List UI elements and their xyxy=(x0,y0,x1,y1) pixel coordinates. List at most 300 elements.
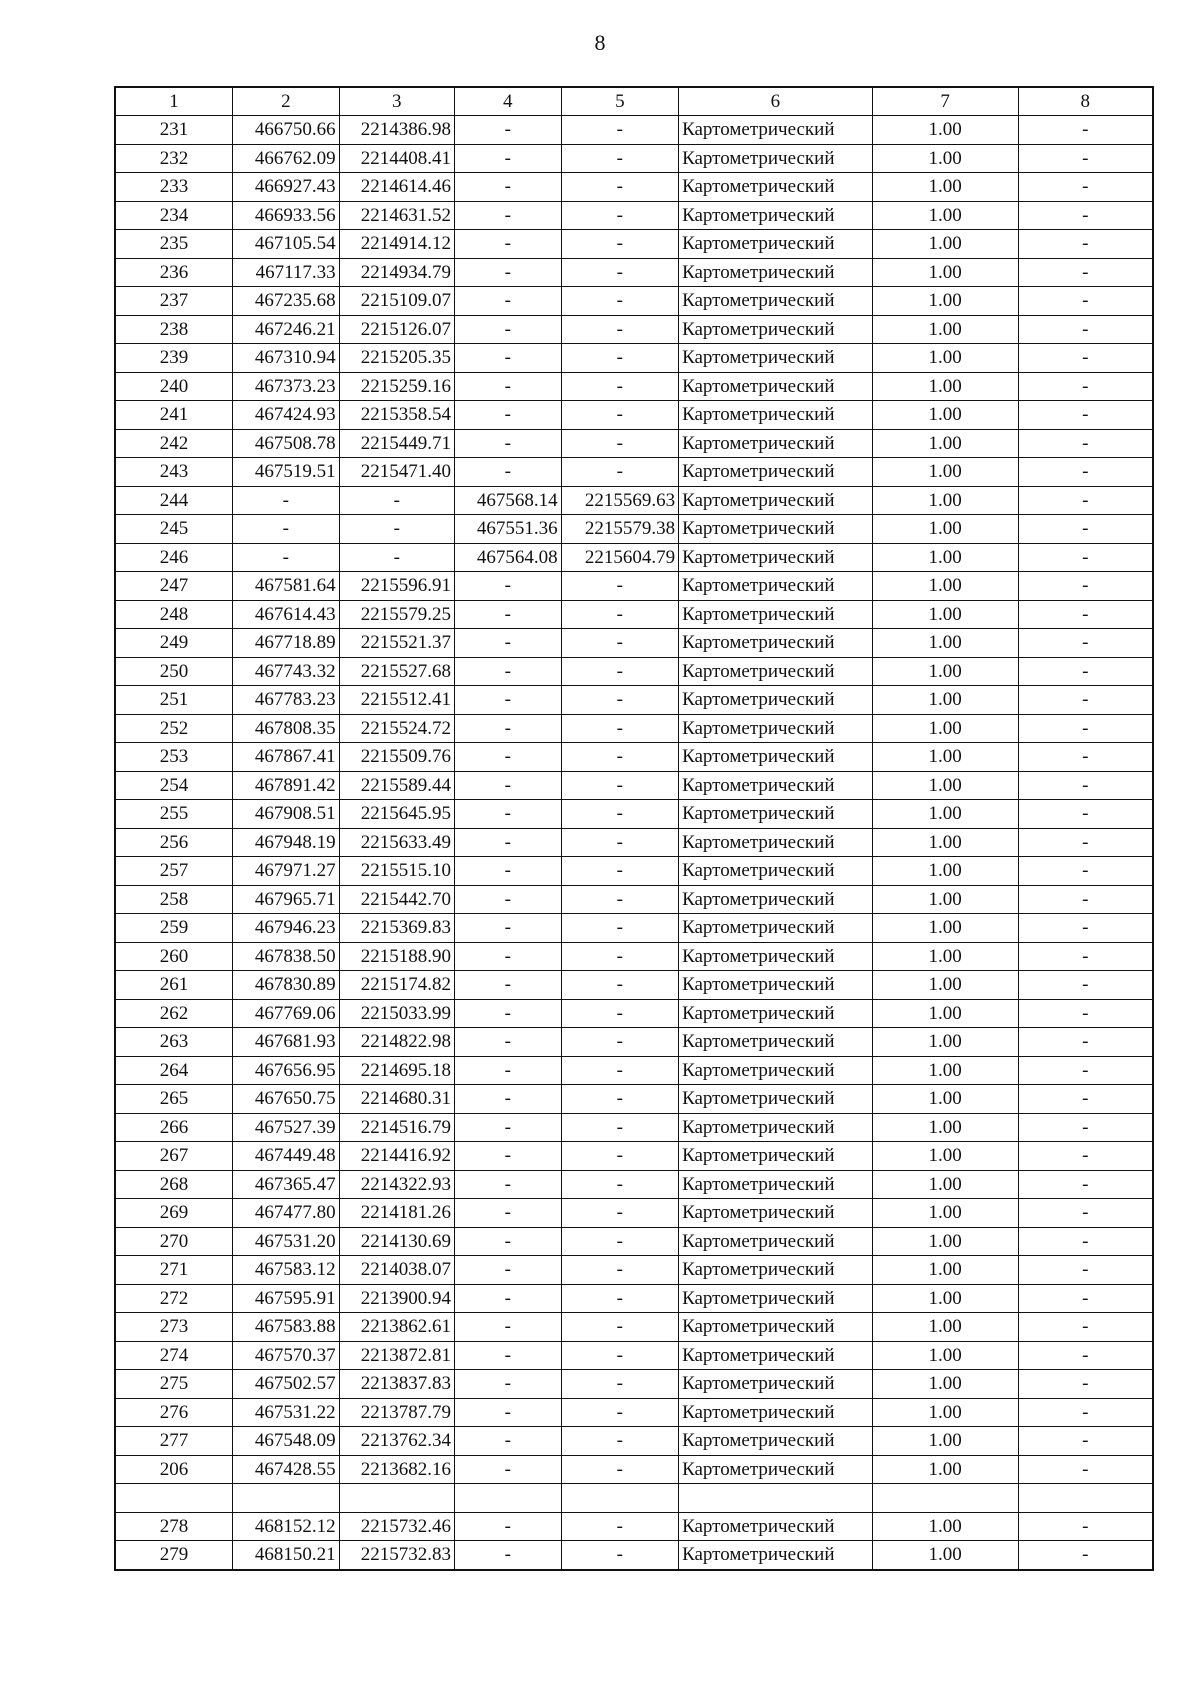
precision-cell: 1.00 xyxy=(872,828,1018,857)
y-coordinate-cell: 2215509.76 xyxy=(339,743,454,772)
table-row xyxy=(115,1341,1153,1370)
table-row xyxy=(115,1541,1153,1570)
x-new-coordinate-cell: - xyxy=(454,657,561,686)
description-cell: - xyxy=(1018,1370,1153,1399)
method-cell: Картометрический xyxy=(679,372,873,401)
y-new-coordinate-cell: - xyxy=(561,828,679,857)
y-coordinate-cell: 2214631.52 xyxy=(339,201,454,230)
table-row xyxy=(115,486,1153,515)
x-coordinate-cell: 467743.32 xyxy=(233,657,340,686)
x-coordinate-cell: 467867.41 xyxy=(233,743,340,772)
y-coordinate-cell: 2214680.31 xyxy=(339,1085,454,1114)
x-new-coordinate-cell: - xyxy=(454,600,561,629)
table-row xyxy=(115,629,1153,658)
method-cell: Картометрический xyxy=(679,173,873,202)
description-cell: - xyxy=(1018,116,1153,145)
header-row xyxy=(115,87,1153,116)
x-coordinate-cell xyxy=(233,1484,340,1513)
description-cell: - xyxy=(1018,1541,1153,1570)
x-coordinate-cell: 467235.68 xyxy=(233,287,340,316)
y-new-coordinate-cell: - xyxy=(561,201,679,230)
table-row xyxy=(115,743,1153,772)
method-cell: Картометрический xyxy=(679,258,873,287)
y-new-coordinate-cell: - xyxy=(561,429,679,458)
x-new-coordinate-cell: 467564.08 xyxy=(454,543,561,572)
table-row xyxy=(115,1370,1153,1399)
y-new-coordinate-cell: - xyxy=(561,1227,679,1256)
x-coordinate-cell: 467117.33 xyxy=(233,258,340,287)
method-cell: Картометрический xyxy=(679,629,873,658)
y-coordinate-cell: 2215369.83 xyxy=(339,914,454,943)
x-coordinate-cell: 467681.93 xyxy=(233,1028,340,1057)
description-cell: - xyxy=(1018,971,1153,1000)
x-new-coordinate-cell: - xyxy=(454,144,561,173)
precision-cell: 1.00 xyxy=(872,1370,1018,1399)
x-new-coordinate-cell: - xyxy=(454,999,561,1028)
y-coordinate-cell: 2215527.68 xyxy=(339,657,454,686)
point-number-cell: 239 xyxy=(115,344,233,373)
y-coordinate-cell: 2215109.07 xyxy=(339,287,454,316)
precision-cell: 1.00 xyxy=(872,1541,1018,1570)
description-cell: - xyxy=(1018,999,1153,1028)
table-row xyxy=(115,543,1153,572)
x-coordinate-cell: 467891.42 xyxy=(233,771,340,800)
method-cell: Картометрический xyxy=(679,999,873,1028)
precision-cell: 1.00 xyxy=(872,1227,1018,1256)
x-new-coordinate-cell: - xyxy=(454,914,561,943)
table-row xyxy=(115,1256,1153,1285)
precision-cell: 1.00 xyxy=(872,173,1018,202)
point-number-cell: 236 xyxy=(115,258,233,287)
x-coordinate-cell: 467595.91 xyxy=(233,1284,340,1313)
y-coordinate-cell: 2214516.79 xyxy=(339,1113,454,1142)
description-cell: - xyxy=(1018,1455,1153,1484)
x-coordinate-cell: 467965.71 xyxy=(233,885,340,914)
y-coordinate-cell: 2213762.34 xyxy=(339,1427,454,1456)
precision-cell: 1.00 xyxy=(872,201,1018,230)
x-new-coordinate-cell: - xyxy=(454,344,561,373)
y-new-coordinate-cell: - xyxy=(561,116,679,145)
point-number-cell: 269 xyxy=(115,1199,233,1228)
y-new-coordinate-cell: 2215604.79 xyxy=(561,543,679,572)
precision-cell: 1.00 xyxy=(872,771,1018,800)
description-cell: - xyxy=(1018,828,1153,857)
y-coordinate-cell: 2214934.79 xyxy=(339,258,454,287)
precision-cell: 1.00 xyxy=(872,287,1018,316)
precision-cell: 1.00 xyxy=(872,914,1018,943)
y-new-coordinate-cell: - xyxy=(561,1427,679,1456)
point-number-cell: 271 xyxy=(115,1256,233,1285)
description-cell: - xyxy=(1018,1341,1153,1370)
x-coordinate-cell: 467583.12 xyxy=(233,1256,340,1285)
table-row xyxy=(115,828,1153,857)
description-cell: - xyxy=(1018,515,1153,544)
x-coordinate-cell: 467519.51 xyxy=(233,458,340,487)
point-number-cell: 273 xyxy=(115,1313,233,1342)
x-coordinate-cell: 467365.47 xyxy=(233,1170,340,1199)
description-cell: - xyxy=(1018,1512,1153,1541)
y-new-coordinate-cell: - xyxy=(561,1028,679,1057)
x-new-coordinate-cell: - xyxy=(454,1256,561,1285)
point-number-cell: 234 xyxy=(115,201,233,230)
point-number-cell: 245 xyxy=(115,515,233,544)
y-new-coordinate-cell: 2215569.63 xyxy=(561,486,679,515)
point-number-cell: 240 xyxy=(115,372,233,401)
y-coordinate-cell: 2215732.46 xyxy=(339,1512,454,1541)
x-new-coordinate-cell: - xyxy=(454,1341,561,1370)
column-header-8: 8 xyxy=(1018,87,1153,116)
method-cell: Картометрический xyxy=(679,857,873,886)
column-header-1: 1 xyxy=(115,87,233,116)
precision-cell: 1.00 xyxy=(872,1284,1018,1313)
precision-cell: 1.00 xyxy=(872,1028,1018,1057)
table-row xyxy=(115,1284,1153,1313)
x-coordinate-cell: 467310.94 xyxy=(233,344,340,373)
precision-cell: 1.00 xyxy=(872,144,1018,173)
table-row xyxy=(115,771,1153,800)
method-cell: Картометрический xyxy=(679,1199,873,1228)
x-new-coordinate-cell: - xyxy=(454,743,561,772)
y-new-coordinate-cell: - xyxy=(561,885,679,914)
point-number-cell: 258 xyxy=(115,885,233,914)
y-coordinate-cell: 2215471.40 xyxy=(339,458,454,487)
x-coordinate-cell: 467946.23 xyxy=(233,914,340,943)
y-new-coordinate-cell: - xyxy=(561,1512,679,1541)
precision-cell: 1.00 xyxy=(872,572,1018,601)
method-cell: Картометрический xyxy=(679,1028,873,1057)
y-coordinate-cell: 2214822.98 xyxy=(339,1028,454,1057)
y-coordinate-cell: - xyxy=(339,515,454,544)
y-coordinate-cell: 2214416.92 xyxy=(339,1142,454,1171)
method-cell: Картометрический xyxy=(679,1227,873,1256)
method-cell: Картометрический xyxy=(679,543,873,572)
x-coordinate-cell: 467105.54 xyxy=(233,230,340,259)
y-coordinate-cell: 2215524.72 xyxy=(339,714,454,743)
method-cell: Картометрический xyxy=(679,344,873,373)
precision-cell: 1.00 xyxy=(872,429,1018,458)
y-coordinate-cell: 2215259.16 xyxy=(339,372,454,401)
description-cell: - xyxy=(1018,629,1153,658)
y-new-coordinate-cell: - xyxy=(561,1341,679,1370)
method-cell: Картометрический xyxy=(679,1142,873,1171)
table-row xyxy=(115,1113,1153,1142)
y-new-coordinate-cell: - xyxy=(561,1056,679,1085)
y-new-coordinate-cell: - xyxy=(561,1199,679,1228)
point-number-cell: 257 xyxy=(115,857,233,886)
x-new-coordinate-cell: - xyxy=(454,1512,561,1541)
y-coordinate-cell: 2215645.95 xyxy=(339,800,454,829)
method-cell: Картометрический xyxy=(679,1256,873,1285)
y-new-coordinate-cell: - xyxy=(561,800,679,829)
x-new-coordinate-cell: - xyxy=(454,258,561,287)
point-number-cell: 237 xyxy=(115,287,233,316)
precision-cell: 1.00 xyxy=(872,1170,1018,1199)
x-new-coordinate-cell xyxy=(454,1484,561,1513)
point-number-cell: 274 xyxy=(115,1341,233,1370)
x-new-coordinate-cell: - xyxy=(454,800,561,829)
precision-cell: 1.00 xyxy=(872,1313,1018,1342)
precision-cell: 1.00 xyxy=(872,315,1018,344)
x-coordinate-cell: - xyxy=(233,486,340,515)
y-coordinate-cell: 2215512.41 xyxy=(339,686,454,715)
point-number-cell: 247 xyxy=(115,572,233,601)
table-row xyxy=(115,344,1153,373)
precision-cell: 1.00 xyxy=(872,458,1018,487)
x-new-coordinate-cell: - xyxy=(454,1370,561,1399)
point-number-cell: 251 xyxy=(115,686,233,715)
precision-cell: 1.00 xyxy=(872,515,1018,544)
y-coordinate-cell: 2214322.93 xyxy=(339,1170,454,1199)
x-coordinate-cell: 467830.89 xyxy=(233,971,340,1000)
x-coordinate-cell: 467428.55 xyxy=(233,1455,340,1484)
table-row xyxy=(115,1056,1153,1085)
y-coordinate-cell: 2213862.61 xyxy=(339,1313,454,1342)
y-coordinate-cell: 2215449.71 xyxy=(339,429,454,458)
y-new-coordinate-cell: - xyxy=(561,743,679,772)
point-number-cell: 238 xyxy=(115,315,233,344)
y-coordinate-cell: - xyxy=(339,486,454,515)
precision-cell: 1.00 xyxy=(872,1341,1018,1370)
y-coordinate-cell: 2215126.07 xyxy=(339,315,454,344)
y-coordinate-cell: 2213837.83 xyxy=(339,1370,454,1399)
y-coordinate-cell: 2215174.82 xyxy=(339,971,454,1000)
y-new-coordinate-cell: - xyxy=(561,771,679,800)
description-cell: - xyxy=(1018,173,1153,202)
point-number-cell: 248 xyxy=(115,600,233,629)
method-cell: Картометрический xyxy=(679,743,873,772)
x-new-coordinate-cell: - xyxy=(454,1284,561,1313)
x-new-coordinate-cell: - xyxy=(454,1541,561,1570)
x-coordinate-cell: 467808.35 xyxy=(233,714,340,743)
point-number-cell: 255 xyxy=(115,800,233,829)
method-cell: Картометрический xyxy=(679,144,873,173)
y-new-coordinate-cell: - xyxy=(561,1113,679,1142)
point-number-cell: 265 xyxy=(115,1085,233,1114)
precision-cell: 1.00 xyxy=(872,372,1018,401)
y-coordinate-cell xyxy=(339,1484,454,1513)
y-new-coordinate-cell: - xyxy=(561,1398,679,1427)
x-coordinate-cell: 467531.20 xyxy=(233,1227,340,1256)
table-row xyxy=(115,1512,1153,1541)
y-new-coordinate-cell: - xyxy=(561,1142,679,1171)
method-cell: Картометрический xyxy=(679,201,873,230)
y-new-coordinate-cell: - xyxy=(561,914,679,943)
y-new-coordinate-cell: - xyxy=(561,230,679,259)
y-coordinate-cell: 2213900.94 xyxy=(339,1284,454,1313)
precision-cell: 1.00 xyxy=(872,942,1018,971)
method-cell: Картометрический xyxy=(679,1170,873,1199)
method-cell: Картометрический xyxy=(679,1313,873,1342)
x-coordinate-cell: 467650.75 xyxy=(233,1085,340,1114)
y-new-coordinate-cell: - xyxy=(561,572,679,601)
y-new-coordinate-cell: - xyxy=(561,1256,679,1285)
y-coordinate-cell: 2215515.10 xyxy=(339,857,454,886)
y-coordinate-cell: 2215579.25 xyxy=(339,600,454,629)
description-cell: - xyxy=(1018,771,1153,800)
point-number-cell: 254 xyxy=(115,771,233,800)
y-coordinate-cell: 2215442.70 xyxy=(339,885,454,914)
precision-cell: 1.00 xyxy=(872,600,1018,629)
method-cell: Картометрический xyxy=(679,657,873,686)
y-new-coordinate-cell: - xyxy=(561,657,679,686)
x-coordinate-cell: 466927.43 xyxy=(233,173,340,202)
description-cell: - xyxy=(1018,885,1153,914)
x-coordinate-cell: 467246.21 xyxy=(233,315,340,344)
point-number-cell: 231 xyxy=(115,116,233,145)
table-row xyxy=(115,258,1153,287)
description-cell: - xyxy=(1018,1085,1153,1114)
y-coordinate-cell: 2215596.91 xyxy=(339,572,454,601)
y-coordinate-cell: 2214408.41 xyxy=(339,144,454,173)
y-new-coordinate-cell: - xyxy=(561,315,679,344)
x-new-coordinate-cell: 467568.14 xyxy=(454,486,561,515)
x-new-coordinate-cell: - xyxy=(454,116,561,145)
method-cell: Картометрический xyxy=(679,1398,873,1427)
column-header-5: 5 xyxy=(561,87,679,116)
table-row xyxy=(115,1427,1153,1456)
x-new-coordinate-cell: - xyxy=(454,1455,561,1484)
y-coordinate-cell: 2214914.12 xyxy=(339,230,454,259)
x-new-coordinate-cell: 467551.36 xyxy=(454,515,561,544)
precision-cell: 1.00 xyxy=(872,401,1018,430)
table-row xyxy=(115,515,1153,544)
table-row xyxy=(115,657,1153,686)
precision-cell: 1.00 xyxy=(872,1199,1018,1228)
table-row xyxy=(115,429,1153,458)
method-cell: Картометрический xyxy=(679,458,873,487)
table-row xyxy=(115,572,1153,601)
y-new-coordinate-cell: - xyxy=(561,1170,679,1199)
method-cell: Картометрический xyxy=(679,116,873,145)
point-number-cell: 235 xyxy=(115,230,233,259)
precision-cell: 1.00 xyxy=(872,657,1018,686)
x-new-coordinate-cell: - xyxy=(454,1170,561,1199)
precision-cell: 1.00 xyxy=(872,486,1018,515)
description-cell: - xyxy=(1018,458,1153,487)
point-number-cell: 243 xyxy=(115,458,233,487)
x-coordinate-cell: 467656.95 xyxy=(233,1056,340,1085)
x-coordinate-cell: 467531.22 xyxy=(233,1398,340,1427)
description-cell: - xyxy=(1018,230,1153,259)
y-new-coordinate-cell: - xyxy=(561,458,679,487)
method-cell: Картометрический xyxy=(679,429,873,458)
y-new-coordinate-cell: - xyxy=(561,942,679,971)
point-number-cell: 277 xyxy=(115,1427,233,1456)
table-row xyxy=(115,372,1153,401)
description-cell xyxy=(1018,1484,1153,1513)
description-cell: - xyxy=(1018,1313,1153,1342)
y-coordinate-cell: 2215732.83 xyxy=(339,1541,454,1570)
y-new-coordinate-cell: - xyxy=(561,999,679,1028)
y-new-coordinate-cell: - xyxy=(561,144,679,173)
x-new-coordinate-cell: - xyxy=(454,942,561,971)
point-number-cell: 232 xyxy=(115,144,233,173)
x-new-coordinate-cell: - xyxy=(454,572,561,601)
table-row xyxy=(115,999,1153,1028)
table-row xyxy=(115,1398,1153,1427)
x-coordinate-cell: 467614.43 xyxy=(233,600,340,629)
point-number-cell: 233 xyxy=(115,173,233,202)
table-body xyxy=(115,116,1153,1570)
precision-cell: 1.00 xyxy=(872,857,1018,886)
x-new-coordinate-cell: - xyxy=(454,1085,561,1114)
precision-cell: 1.00 xyxy=(872,1398,1018,1427)
y-new-coordinate-cell: - xyxy=(561,1085,679,1114)
x-coordinate-cell: 467769.06 xyxy=(233,999,340,1028)
description-cell: - xyxy=(1018,401,1153,430)
precision-cell: 1.00 xyxy=(872,1056,1018,1085)
description-cell: - xyxy=(1018,600,1153,629)
point-number-cell: 261 xyxy=(115,971,233,1000)
point-number-cell: 270 xyxy=(115,1227,233,1256)
method-cell: Картометрический xyxy=(679,287,873,316)
point-number-cell: 268 xyxy=(115,1170,233,1199)
x-coordinate-cell: 468150.21 xyxy=(233,1541,340,1570)
method-cell: Картометрический xyxy=(679,971,873,1000)
y-coordinate-cell: 2215521.37 xyxy=(339,629,454,658)
method-cell: Картометрический xyxy=(679,714,873,743)
description-cell: - xyxy=(1018,315,1153,344)
x-new-coordinate-cell: - xyxy=(454,828,561,857)
table-row xyxy=(115,401,1153,430)
description-cell: - xyxy=(1018,1142,1153,1171)
x-new-coordinate-cell: - xyxy=(454,1398,561,1427)
x-coordinate-cell: 467424.93 xyxy=(233,401,340,430)
precision-cell: 1.00 xyxy=(872,971,1018,1000)
precision-cell: 1.00 xyxy=(872,743,1018,772)
precision-cell: 1.00 xyxy=(872,885,1018,914)
point-number-cell: 279 xyxy=(115,1541,233,1570)
precision-cell: 1.00 xyxy=(872,686,1018,715)
x-coordinate-cell: 467477.80 xyxy=(233,1199,340,1228)
point-number-cell: 263 xyxy=(115,1028,233,1057)
y-new-coordinate-cell: - xyxy=(561,686,679,715)
x-coordinate-cell: 467548.09 xyxy=(233,1427,340,1456)
x-coordinate-cell: 467948.19 xyxy=(233,828,340,857)
method-cell: Картометрический xyxy=(679,600,873,629)
description-cell: - xyxy=(1018,686,1153,715)
table-row xyxy=(115,686,1153,715)
method-cell: Картометрический xyxy=(679,1284,873,1313)
x-new-coordinate-cell: - xyxy=(454,629,561,658)
method-cell: Картометрический xyxy=(679,1085,873,1114)
y-coordinate-cell: 2214695.18 xyxy=(339,1056,454,1085)
table-row xyxy=(115,857,1153,886)
point-number-cell: 241 xyxy=(115,401,233,430)
point-number-cell: 250 xyxy=(115,657,233,686)
precision-cell: 1.00 xyxy=(872,258,1018,287)
y-coordinate-cell: 2213787.79 xyxy=(339,1398,454,1427)
description-cell: - xyxy=(1018,714,1153,743)
point-number-cell: 264 xyxy=(115,1056,233,1085)
description-cell: - xyxy=(1018,258,1153,287)
x-coordinate-cell: 467527.39 xyxy=(233,1113,340,1142)
column-header-3: 3 xyxy=(339,87,454,116)
point-number-cell xyxy=(115,1484,233,1513)
method-cell: Картометрический xyxy=(679,515,873,544)
table-row xyxy=(115,1085,1153,1114)
precision-cell: 1.00 xyxy=(872,230,1018,259)
table-row xyxy=(115,458,1153,487)
description-cell: - xyxy=(1018,657,1153,686)
table-row xyxy=(115,1455,1153,1484)
column-header-2: 2 xyxy=(233,87,340,116)
table-row xyxy=(115,971,1153,1000)
x-new-coordinate-cell: - xyxy=(454,287,561,316)
method-cell: Картометрический xyxy=(679,1427,873,1456)
table-row xyxy=(115,1227,1153,1256)
method-cell: Картометрический xyxy=(679,572,873,601)
